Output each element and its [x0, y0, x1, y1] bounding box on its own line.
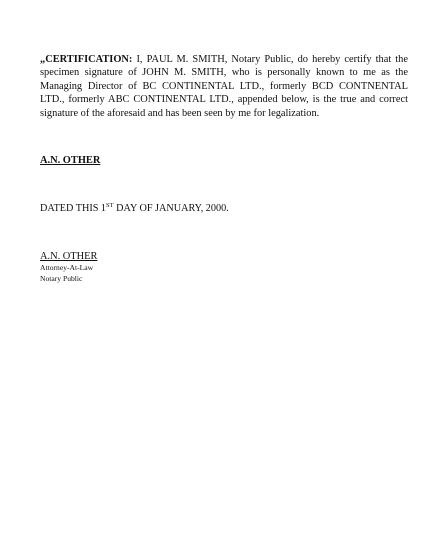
certification-heading: „CERTIFICATION:	[40, 54, 133, 65]
signature-title-notary: Notary Public	[40, 273, 83, 283]
certification-paragraph	[40, 53, 408, 120]
signature-title-attorney: Attorney-At-Law	[40, 263, 94, 272]
dated-line	[40, 203, 229, 214]
dated-prefix: DATED THIS 1	[40, 203, 107, 214]
signer-name-bold: A.N. OTHER	[40, 155, 101, 166]
certification-body: I, PAUL M. SMITH, Notary Public, do hereby certify that the specimen signature of JOHN M. SMITH, who is personally known to me as the Managing Director of BC CONTINENTAL LTD., formerly BCD CONTNENTAL LTD., formerly ABC CONTINENTAL LTD., appended below, is the true and correct signature of the aforesaid and has been seen by me for legalization.	[40, 54, 408, 119]
signature-block	[40, 250, 97, 284]
dated-suffix: DAY OF JANUARY, 2000.	[113, 203, 229, 214]
dated-superscript: ST	[106, 202, 114, 209]
signature-name: A.N. OTHER	[40, 251, 98, 262]
